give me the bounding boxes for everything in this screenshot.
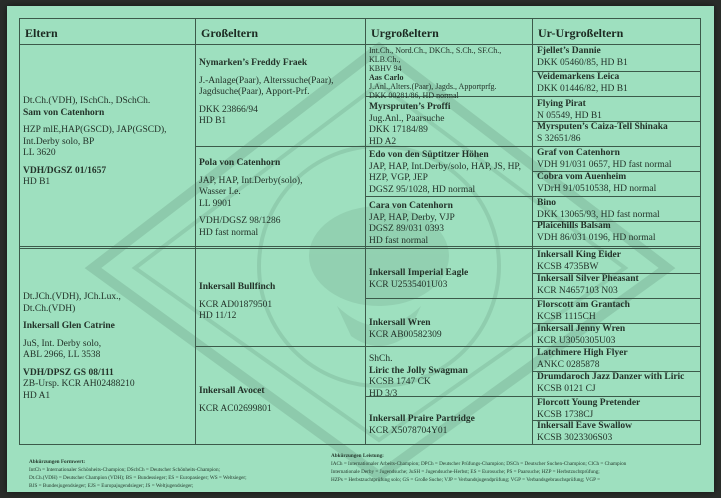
great-grandparent-6: Inkersall Wren KCR AB00582309	[369, 318, 442, 340]
ug-rule-2	[365, 196, 700, 197]
great-great-grandparent-6	[537, 172, 699, 195]
ancestor-name: Florcott Young Pretender	[537, 398, 641, 408]
grandparent-3: Inkersall Bullfinch KCR AD01879501 HD 11/12	[199, 282, 276, 321]
ancestor-detail: KCSB 0121 CJ	[537, 383, 596, 394]
great-grandparent-5: Inkersall Imperial Eagle KCR U2535401U03	[369, 268, 469, 290]
ancestor-detail: KCSB 1115CH	[537, 311, 596, 322]
great-great-grandparent-16	[537, 421, 699, 444]
header-ururgrosseltern: Ur-Urgroßeltern	[532, 18, 700, 45]
col-rule-3	[532, 18, 533, 445]
ancestor-name: Inkersall King Eider	[537, 250, 621, 260]
ancestor-name: Myrsputen’s Caiza-Tell Shinaka	[537, 122, 668, 132]
ancestor-name: Inkersall Eave Swallow	[537, 421, 633, 431]
great-great-grandparent-10	[537, 274, 699, 297]
footer-legend-right: Abkürzungen Leistung: IACh = Internationaler Arbeits-Champion; DPCh = Deutscher Prüfungs-Champion; DSCh = Deutscher Suchen-Champion; ClCh = Champion Internationale Derby = Jugendsuche; JuSH = Jugendsuche-Herbst; ES = Eurosuche; PS = Paarsuche; HZP = Herbstzuchtprüfung; HZPs = Herbstzuchtprüfung solo; GS = Große Suche; VJP = Verbandsjugendprüfung; VGP = Verbandsgebrauchsprüfung; VGP =	[331, 453, 627, 483]
right-rule	[700, 18, 701, 445]
pedigree-sheet	[7, 6, 714, 492]
great-grandparent-2: Myrspruten’s Proffi Jug.Anl., Paarsuche DKK 17184/89 HD A2	[369, 102, 451, 147]
ancestor-detail: DKK 05460/85, HD B1	[537, 57, 628, 68]
header-urgrosseltern: Urgroßeltern	[365, 18, 532, 45]
great-great-grandparent-11	[537, 300, 699, 323]
ug-rule-3	[365, 298, 700, 299]
ancestor-detail: KCR U3050305U03	[537, 335, 616, 346]
ancestor-detail: S 32651/86	[537, 133, 581, 144]
ancestor-detail: DKK 13065/93, HD fast normal	[537, 209, 660, 220]
ancestor-name: Inkersall Jenny Wren	[537, 324, 626, 334]
ancestor-detail: KCSB 1738CJ	[537, 409, 594, 420]
great-grandparent-4: Cara von Catenhorn JAP, HAP, Derby, VJP DGSZ 89/031 0393 HD fast normal	[369, 201, 455, 246]
parent-dam: Dt.JCh.(VDH), JCh.Lux., Dt.Ch.(VDH) Inkersall Glen Catrine JuS, Int. Derby solo, ABL 2966, LL 3538 VDH/DPSZ GS 08/111 ZB-Ursp. KCR AH02488210 HD A1	[23, 292, 135, 401]
great-great-grandparent-1	[537, 46, 699, 69]
ancestor-detail: DKK 01446/82, HD B1	[537, 83, 628, 94]
great-great-grandparent-14	[537, 372, 699, 395]
half-rule-2	[19, 248, 700, 249]
header-rule	[19, 44, 700, 45]
great-great-grandparent-5	[537, 148, 699, 171]
ancestor-name: Veidemarkens Leica	[537, 72, 620, 82]
great-grandparent-8: Inkersall Praire Partridge KCR X5078704Y01	[369, 414, 475, 436]
ancestor-detail: KCSB 4735BW	[537, 261, 599, 272]
ancestor-detail: KCR N4657103 N03	[537, 285, 618, 296]
ancestor-name: Cobra vom Auenheim	[537, 172, 627, 182]
col-rule-1	[195, 18, 196, 445]
col-rule-2	[365, 18, 366, 445]
great-great-grandparent-8	[537, 221, 699, 244]
great-great-grandparent-4	[537, 122, 699, 145]
ancestor-detail: N 05549, HD B1	[537, 110, 602, 121]
ancestor-detail: VDrH 91/0510538, HD normal	[537, 183, 657, 194]
half-rule	[19, 246, 700, 247]
ancestor-name: Fjellet’s Dannie	[537, 46, 601, 56]
great-great-grandparent-3	[537, 99, 699, 122]
top-rule	[19, 18, 700, 19]
great-grandparent-7: ShCh. Liric the Jolly Swagman KCSB 1747 CK HD 3/3	[369, 354, 468, 399]
header-grosseltern: Großeltern	[195, 18, 365, 45]
ancestor-detail: ANKC 0285878	[537, 359, 600, 370]
ancestor-name: Inkersall Silver Pheasant	[537, 274, 639, 284]
footer-legend-left: Abkürzungen Formwert: IntCh = Internationaler Schönheits-Champion; DSchCh = Deutscher Schönheits-Champion; Dt.Ch.(VDH) = Deutscher Champion (VDH); BS = Bundessieger; ES = Europasieger; WS = Weltsieger; BJS = Bundesjugendsieger; EJS = Europajugendsieger; JS = Weltjugendsieger;	[29, 459, 247, 489]
left-rule	[19, 18, 20, 445]
bottom-rule	[19, 444, 700, 445]
header-eltern: Eltern	[19, 18, 195, 45]
grandparent-4: Inkersall Avocet KCR AC02699801	[199, 386, 272, 414]
great-great-grandparent-12	[537, 324, 699, 347]
great-great-grandparent-7	[537, 198, 699, 221]
parent-sire: Dt.Ch.(VDH), ISchCh., DSchCh. Sam von Catenhorn HZP mlE,HAP(GSCD), JAP(GSCD), Int.Derby solo, BP LL 3620 VDH/DGSZ 01/1657 HD B1	[23, 96, 167, 187]
ancestor-name: Plaicehills Balsam	[537, 221, 611, 231]
great-great-grandparent-2	[537, 72, 699, 95]
great-grandparent-1: Int.Ch., Nord.Ch., DKCh., S.Ch., SF.Ch., KLB.Ch., KBHV 94 Aas Carlo J.Anl.,Alters.(Paar), Jagds., Apportprfg. DKK 00281/86, HD normal	[369, 46, 502, 100]
ancestor-name: Drumdaroch Jazz Danzer with Liric	[537, 372, 685, 382]
ancestor-name: Florscott am Grantach	[537, 300, 630, 310]
great-grandparent-3: Edo von den Süptitzer Höhen JAP, HAP, Int.Derby/solo, HAP, JS, HP, HZP, VGP, JEP DGSZ 95/1028, HD normal	[369, 150, 522, 195]
grandparent-1: Nymarken’s Freddy Fraek J.-Anlage(Paar), Alterssuche(Paar), Jagdsuche(Paar), Apport-Prf. DKK 23866/94 HD B1	[199, 58, 334, 126]
ancestor-detail: VDH 91/031 0657, HD fast normal	[537, 159, 672, 170]
ancestor-name: Bino	[537, 198, 557, 208]
great-great-grandparent-15	[537, 398, 699, 421]
ancestor-name: Graf von Catenhorn	[537, 148, 620, 158]
ancestor-detail: VDH 86/031 0196, HD normal	[537, 232, 656, 243]
great-great-grandparent-13	[537, 348, 699, 371]
grandparent-2: Pola von Catenhorn JAP, HAP, Int.Derby(solo), Wasser I.e. LL 9901 VDH/DGSZ 98/1286 HD fast normal	[199, 158, 303, 238]
ancestor-name: Latchmere High Flyer	[537, 348, 628, 358]
ancestor-detail: KCSB 3023306S03	[537, 432, 613, 443]
ancestor-name: Flying Pirat	[537, 99, 586, 109]
great-great-grandparent-9	[537, 250, 699, 273]
